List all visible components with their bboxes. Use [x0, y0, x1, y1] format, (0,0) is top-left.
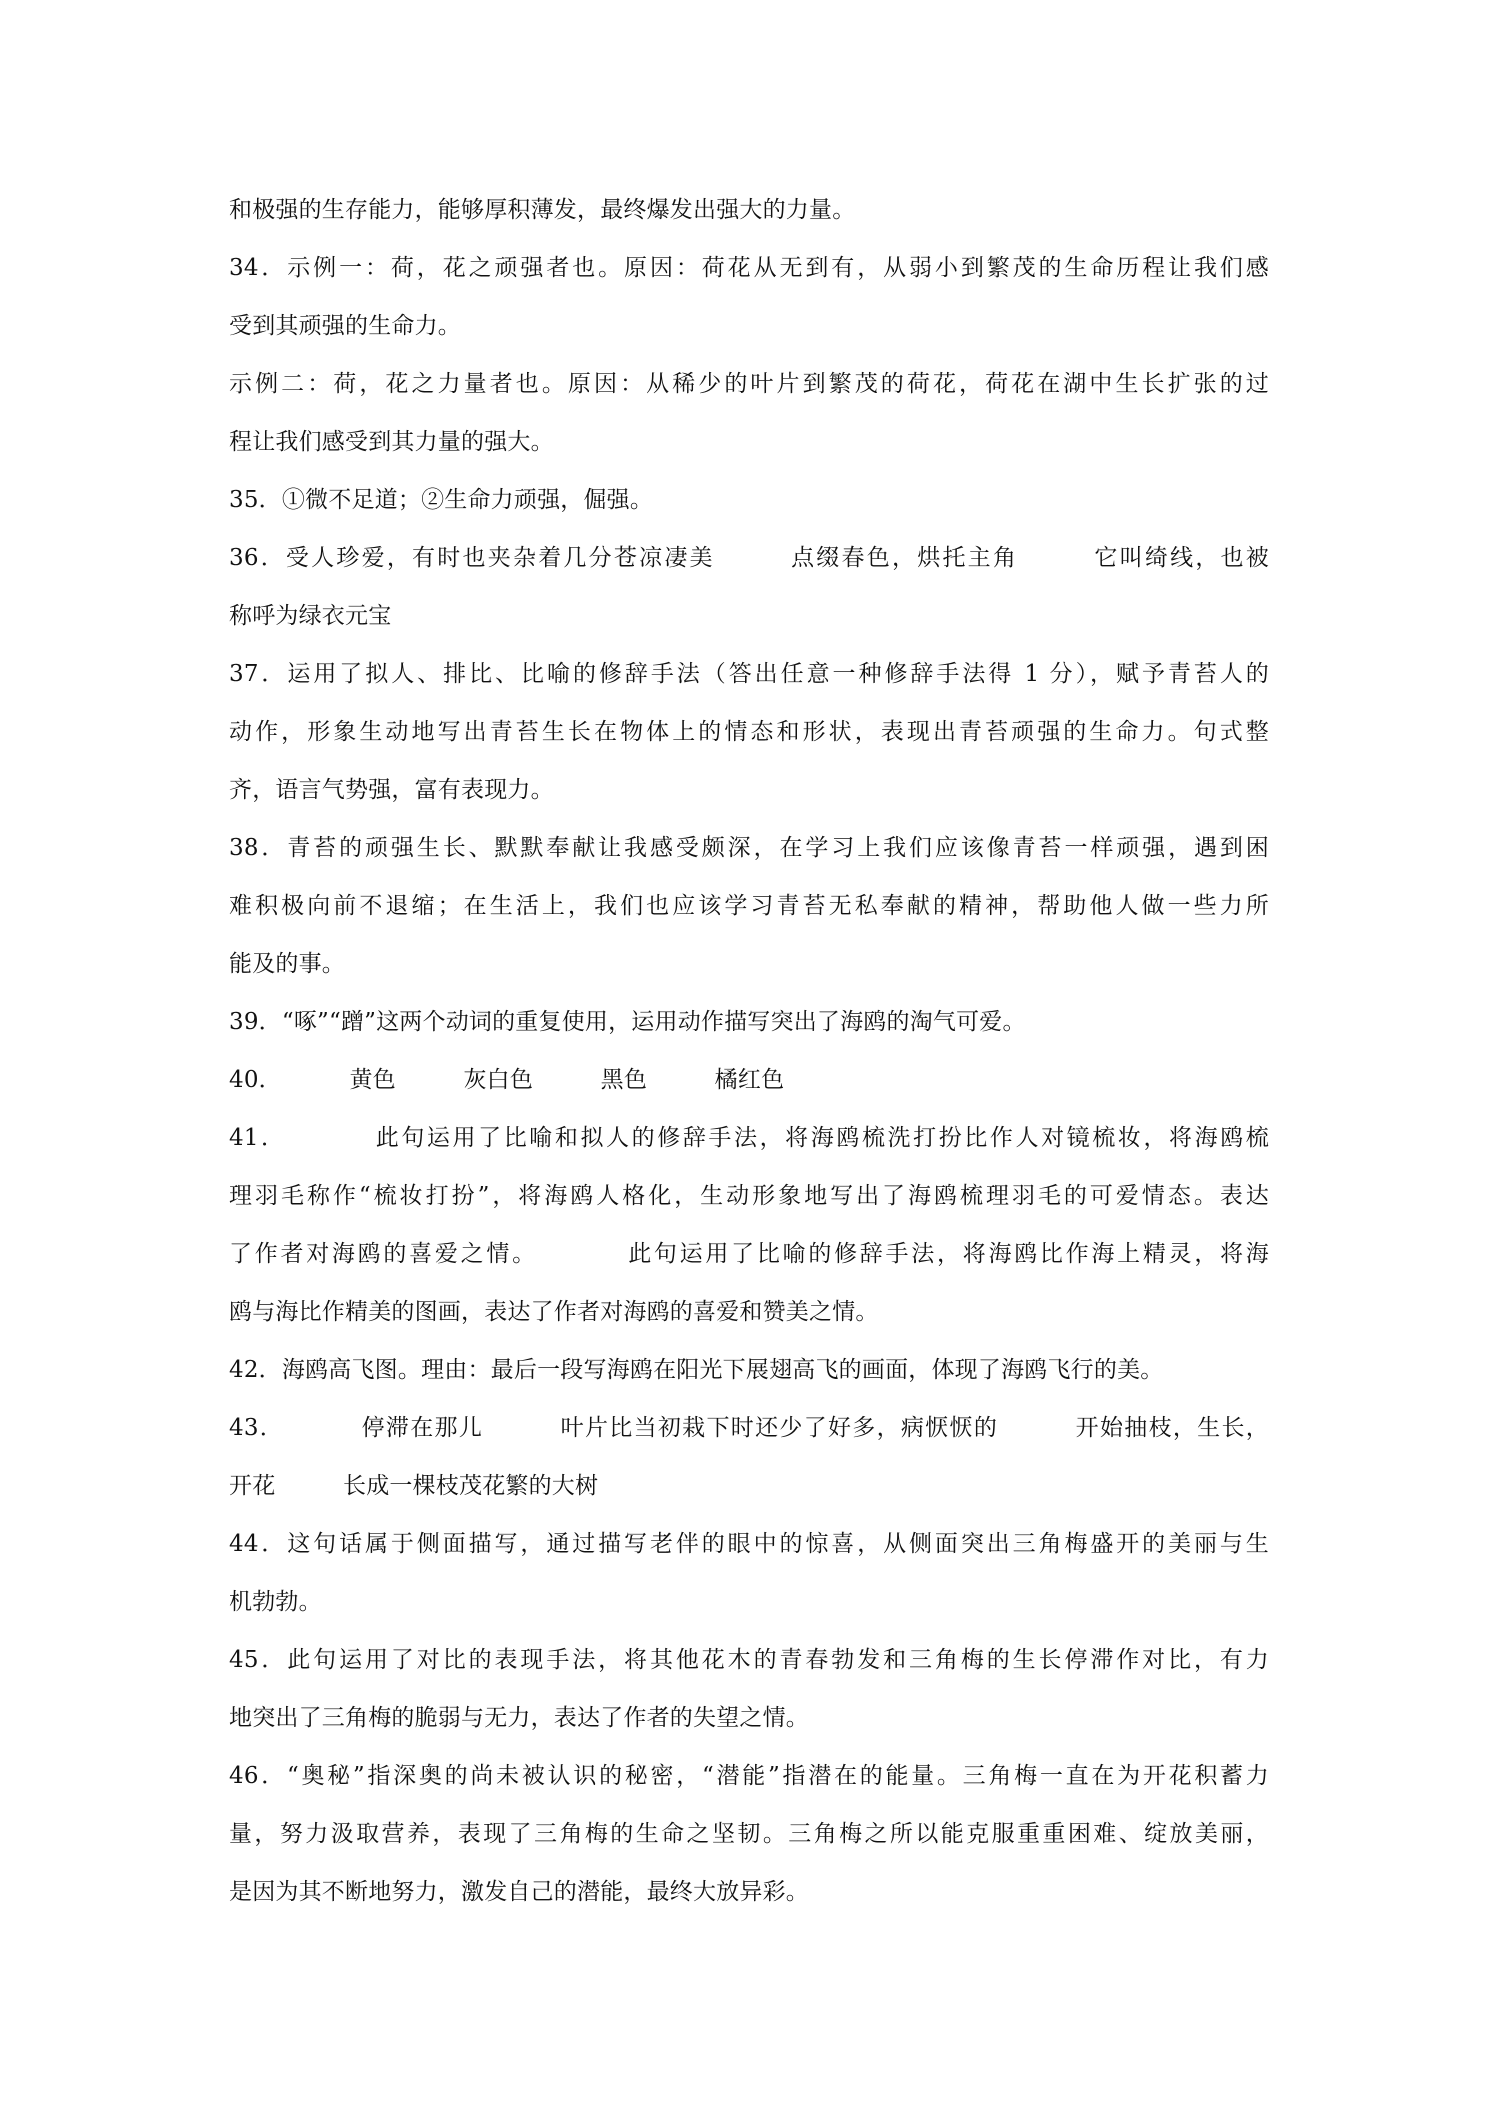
text-line: 39．“啄”“蹭”这两个动词的重复使用，运用动作描写突出了海鸥的淘气可爱。: [229, 1009, 1026, 1035]
text-line: 43． 停滞在那儿 叶片比当初栽下时还少了好多，病恹恹的 开始抽枝，生长，: [229, 1415, 1269, 1441]
text-line: 42．海鸥高飞图。理由：最后一段写海鸥在阳光下展翅高飞的画面，体现了海鸥飞行的美。: [229, 1357, 1164, 1383]
text-line: 了作者对海鸥的喜爱之情。 此句运用了比喻的修辞手法，将海鸥比作海上精灵，将海: [229, 1241, 1269, 1267]
text-line: 41． 此句运用了比喻和拟人的修辞手法，将海鸥梳洗打扮比作人对镜梳妆，将海鸥梳: [229, 1125, 1269, 1151]
text-line: 46．“奥秘”指深奥的尚未被认识的秘密，“潜能”指潜在的能量。三角梅一直在为开花积蓄力: [229, 1763, 1269, 1789]
text-line: 受到其顽强的生命力。: [229, 313, 461, 339]
text-line: 开花 长成一棵枝茂花繁的大树: [229, 1473, 599, 1499]
text-line: 鸥与海比作精美的图画，表达了作者对海鸥的喜爱和赞美之情。: [229, 1299, 879, 1325]
text-line: 机勃勃。: [229, 1589, 322, 1615]
text-line: 程让我们感受到其力量的强大。: [229, 429, 554, 455]
text-line: 34．示例一：荷，花之顽强者也。原因：荷花从无到有，从弱小到繁茂的生命历程让我们感: [229, 255, 1269, 281]
text-line: 和极强的生存能力，能够厚积薄发，最终爆发出强大的力量。: [229, 197, 856, 223]
text-line: 是因为其不断地努力，激发自己的潜能，最终大放异彩。: [229, 1879, 809, 1905]
text-line: 动作，形象生动地写出青苔生长在物体上的情态和形状，表现出青苔顽强的生命力。句式整: [229, 719, 1269, 745]
text-line: 齐，语言气势强，富有表现力。: [229, 777, 554, 803]
text-line: 地突出了三角梅的脆弱与无力，表达了作者的失望之情。: [229, 1705, 809, 1731]
text-line: 理羽毛称作“梳妆打扮”，将海鸥人格化，生动形象地写出了海鸥梳理羽毛的可爱情态。表达: [229, 1183, 1269, 1209]
text-line: 40． 黄色 灰白色 黑色 橘红色: [229, 1067, 785, 1093]
text-line: 示例二：荷，花之力量者也。原因：从稀少的叶片到繁茂的荷花，荷花在湖中生长扩张的过: [229, 371, 1269, 397]
text-line: 35．①微不足道；②生命力顽强，倔强。: [229, 487, 654, 513]
text-line: 37．运用了拟人、排比、比喻的修辞手法（答出任意一种修辞手法得 1 分），赋予青苔人的: [229, 661, 1269, 687]
text-line: 45．此句运用了对比的表现手法，将其他花木的青春勃发和三角梅的生长停滞作对比，有力: [229, 1647, 1269, 1673]
text-line: 能及的事。: [229, 951, 345, 977]
text-line: 38．青苔的顽强生长、默默奉献让我感受颇深，在学习上我们应该像青苔一样顽强，遇到困: [229, 835, 1269, 861]
text-line: 量，努力汲取营养，表现了三角梅的生命之坚韧。三角梅之所以能克服重重困难、绽放美丽，: [229, 1821, 1269, 1847]
text-line: 难积极向前不退缩；在生活上，我们也应该学习青苔无私奉献的精神，帮助他人做一些力所: [229, 893, 1269, 919]
text-line: 称呼为绿衣元宝: [229, 603, 392, 629]
text-line: 44．这句话属于侧面描写，通过描写老伴的眼中的惊喜，从侧面突出三角梅盛开的美丽与生: [229, 1531, 1269, 1557]
text-line: 36．受人珍爱，有时也夹杂着几分苍凉凄美 点缀春色，烘托主角 它叫绮线，也被: [229, 545, 1269, 571]
